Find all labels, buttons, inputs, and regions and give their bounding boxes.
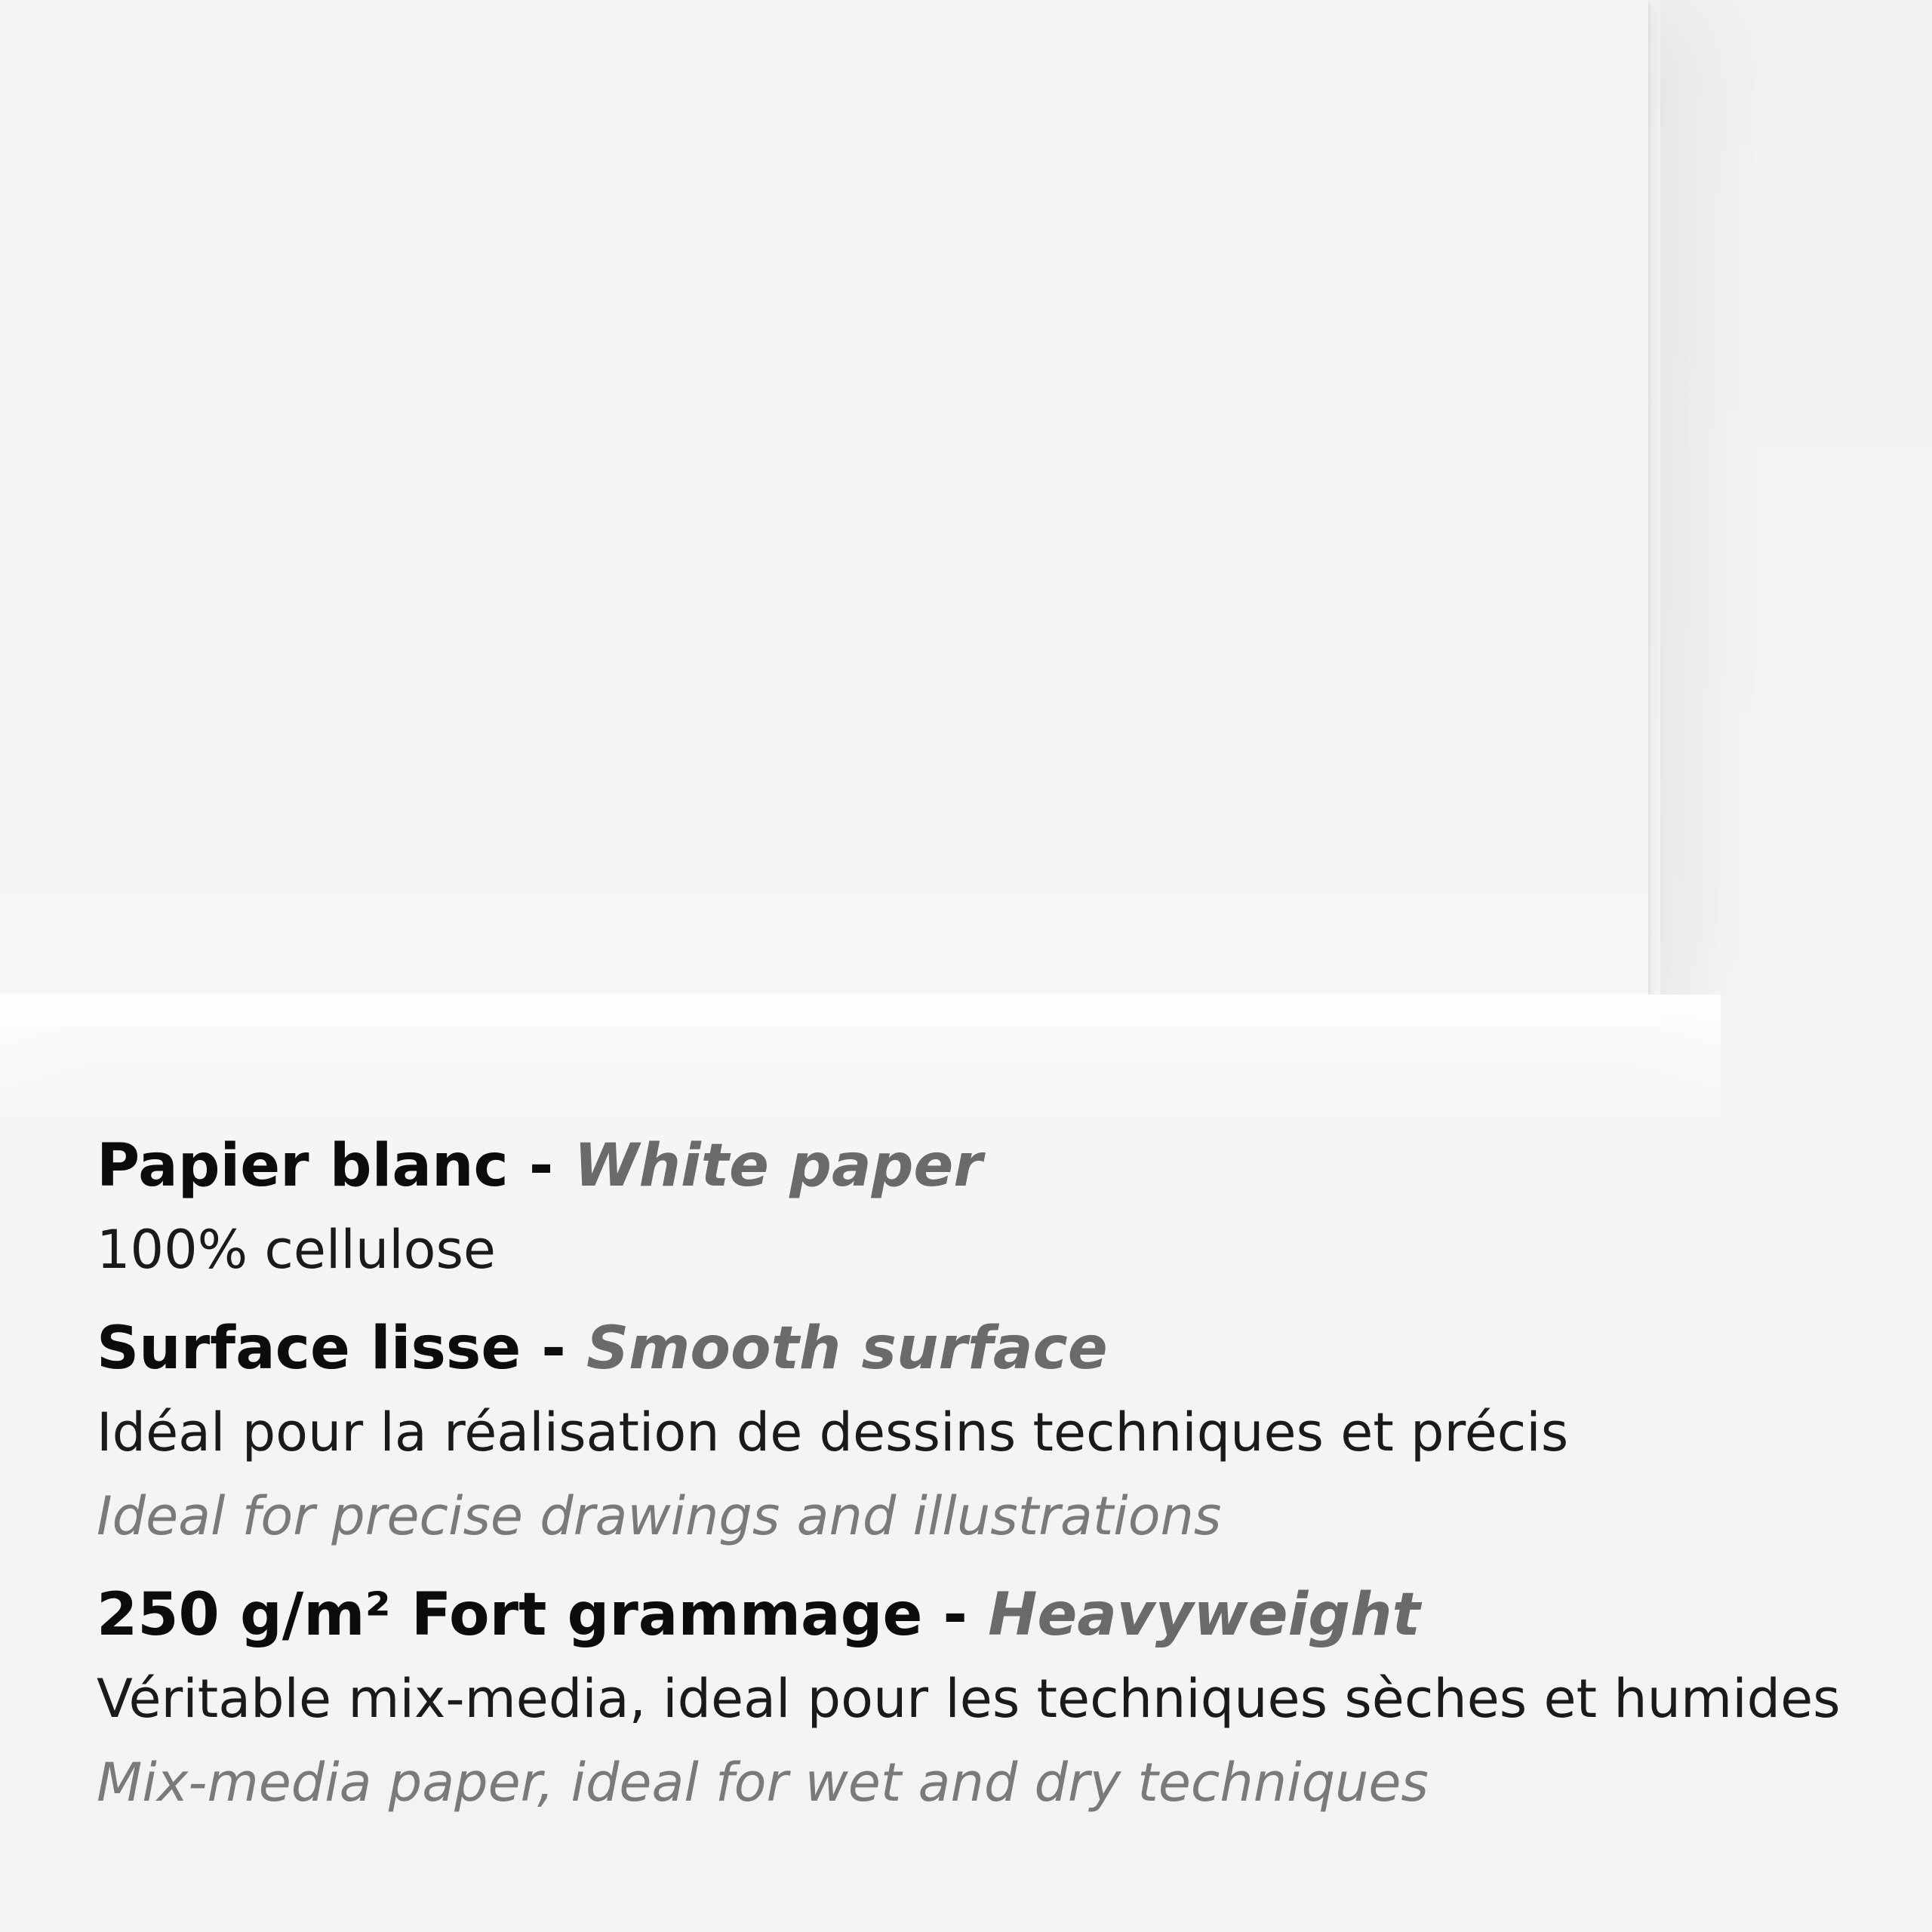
spec-description-fr: 100% cellulose	[97, 1219, 496, 1281]
spec-description-fr: Véritable mix-media, ideal pour les techniques sèches et humides	[97, 1668, 1841, 1730]
spec-description-fr: Idéal pour la réalisation de dessins techniques et précis	[97, 1401, 1569, 1463]
spec-smooth-surface	[97, 1307, 1847, 1558]
spec-heavyweight	[97, 1574, 1847, 1825]
spec-separator: -	[922, 1581, 989, 1649]
spec-title-fr: 250 g/m² Fort grammage	[97, 1581, 923, 1649]
spec-separator: -	[508, 1132, 574, 1200]
paper-sheet-photo	[0, 0, 1648, 998]
spec-description-en: Mix-media paper, ideal for wet and dry techniques	[97, 1752, 1429, 1814]
spec-heading	[97, 1574, 1847, 1657]
spec-white-paper	[97, 1124, 1847, 1292]
paper-edge-highlight	[0, 995, 1721, 1123]
spec-title-en: Heavyweight	[988, 1581, 1420, 1649]
spec-title-en: Smooth surface	[586, 1315, 1108, 1383]
spec-title-fr: Surface lisse	[97, 1315, 521, 1383]
spec-heading	[97, 1307, 1847, 1391]
spec-description-en: Ideal for precise drawings and illustrations	[97, 1485, 1222, 1547]
spec-list	[97, 1124, 1847, 1825]
spec-title-en: White paper	[574, 1132, 983, 1200]
spec-title-fr: Papier blanc	[97, 1132, 509, 1200]
spec-heading	[97, 1124, 1847, 1208]
spec-separator: -	[521, 1315, 586, 1383]
